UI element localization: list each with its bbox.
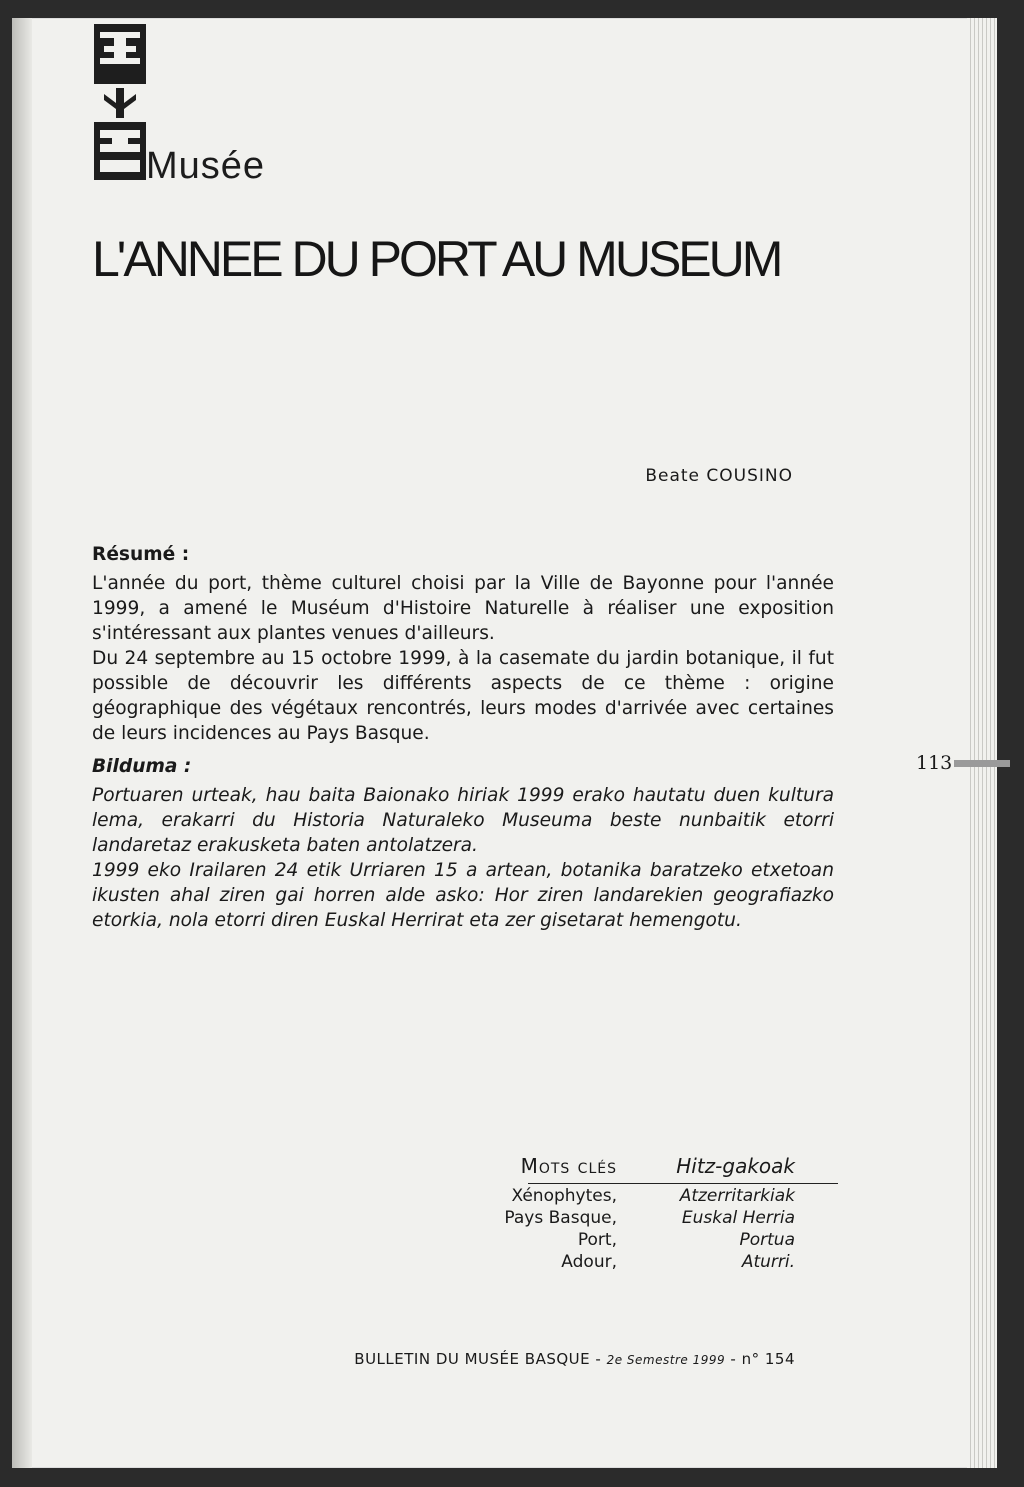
keyword-item: Port, — [577, 1230, 617, 1250]
keyword-item: Xénophytes, — [511, 1186, 617, 1206]
keyword-item: Euskal Herria — [681, 1208, 795, 1228]
resume-paragraph-1: L'année du port, thème culturel choisi par la Ville de Bayonne pour l'année 1999, a amené le Muséum d'Histoire Naturelle à réaliser une exposition s'intéressant aux plantes venues d'ailleurs. — [92, 573, 834, 644]
resume-heading: Résumé : — [92, 544, 190, 565]
keywords-basque-heading: Hitz-gakoak — [676, 1154, 795, 1178]
book-gutter — [12, 18, 32, 1468]
footer — [354, 1350, 795, 1368]
footer-issue: - n° 154 — [730, 1350, 795, 1368]
keyword-item: Atzerritarkiak — [679, 1186, 795, 1206]
resume-paragraph-2: Du 24 septembre au 15 octobre 1999, à la casemate du jardin botanique, il fut possible de découvrir les différents aspects de ce thème : origine géographique des végétaux rencontrés, leurs modes d'arrivée avec certaines de leurs incidences au Pays Basque. — [92, 648, 834, 744]
bilduma-heading: Bilduma : — [92, 756, 192, 777]
keyword-item: Pays Basque, — [504, 1208, 617, 1228]
resume-section — [92, 542, 834, 746]
section-title: Musée — [146, 145, 266, 187]
footer-semester: 2e Semestre 1999 — [606, 1353, 726, 1367]
keyword-item: Aturri. — [741, 1252, 795, 1272]
author-name: Beate COUSINO — [645, 466, 793, 486]
keyword-item: Portua — [739, 1230, 795, 1250]
keywords-french — [504, 1155, 617, 1273]
keywords-french-heading: Mots clés — [520, 1154, 617, 1178]
article-title: L'ANNEE DU PORT AU MUSEUM — [92, 231, 781, 287]
bilduma-section — [92, 754, 834, 933]
footer-bulletin: BULLETIN DU MUSÉE BASQUE - — [354, 1350, 602, 1368]
page-number: 113 — [916, 752, 953, 774]
page — [12, 18, 997, 1468]
keywords-basque — [676, 1155, 795, 1273]
basque-ornament-icon — [90, 24, 150, 182]
keyword-item: Adour, — [561, 1252, 617, 1272]
bilduma-paragraph-2: 1999 eko Irailaren 24 etik Urriaren 15 a artean, botanika baratzeko etxetoan ikusten ahal ziren gai horren alde asko: Hor ziren landarekien geografiazko etorkia, nola etorri diren Euskal Herrirat eta zer gisetarat hemengotu. — [92, 860, 834, 931]
page-tab-marker — [954, 760, 1010, 767]
bilduma-paragraph-1: Portuaren urteak, hau baita Baionako hiriak 1999 erako hautatu duen kultura lema, erakarri du Historia Naturaleko Museuma beste nunbaitik etorri landaretaz erakusketa baten antolatzera. — [92, 785, 834, 856]
page-edges — [967, 18, 997, 1468]
